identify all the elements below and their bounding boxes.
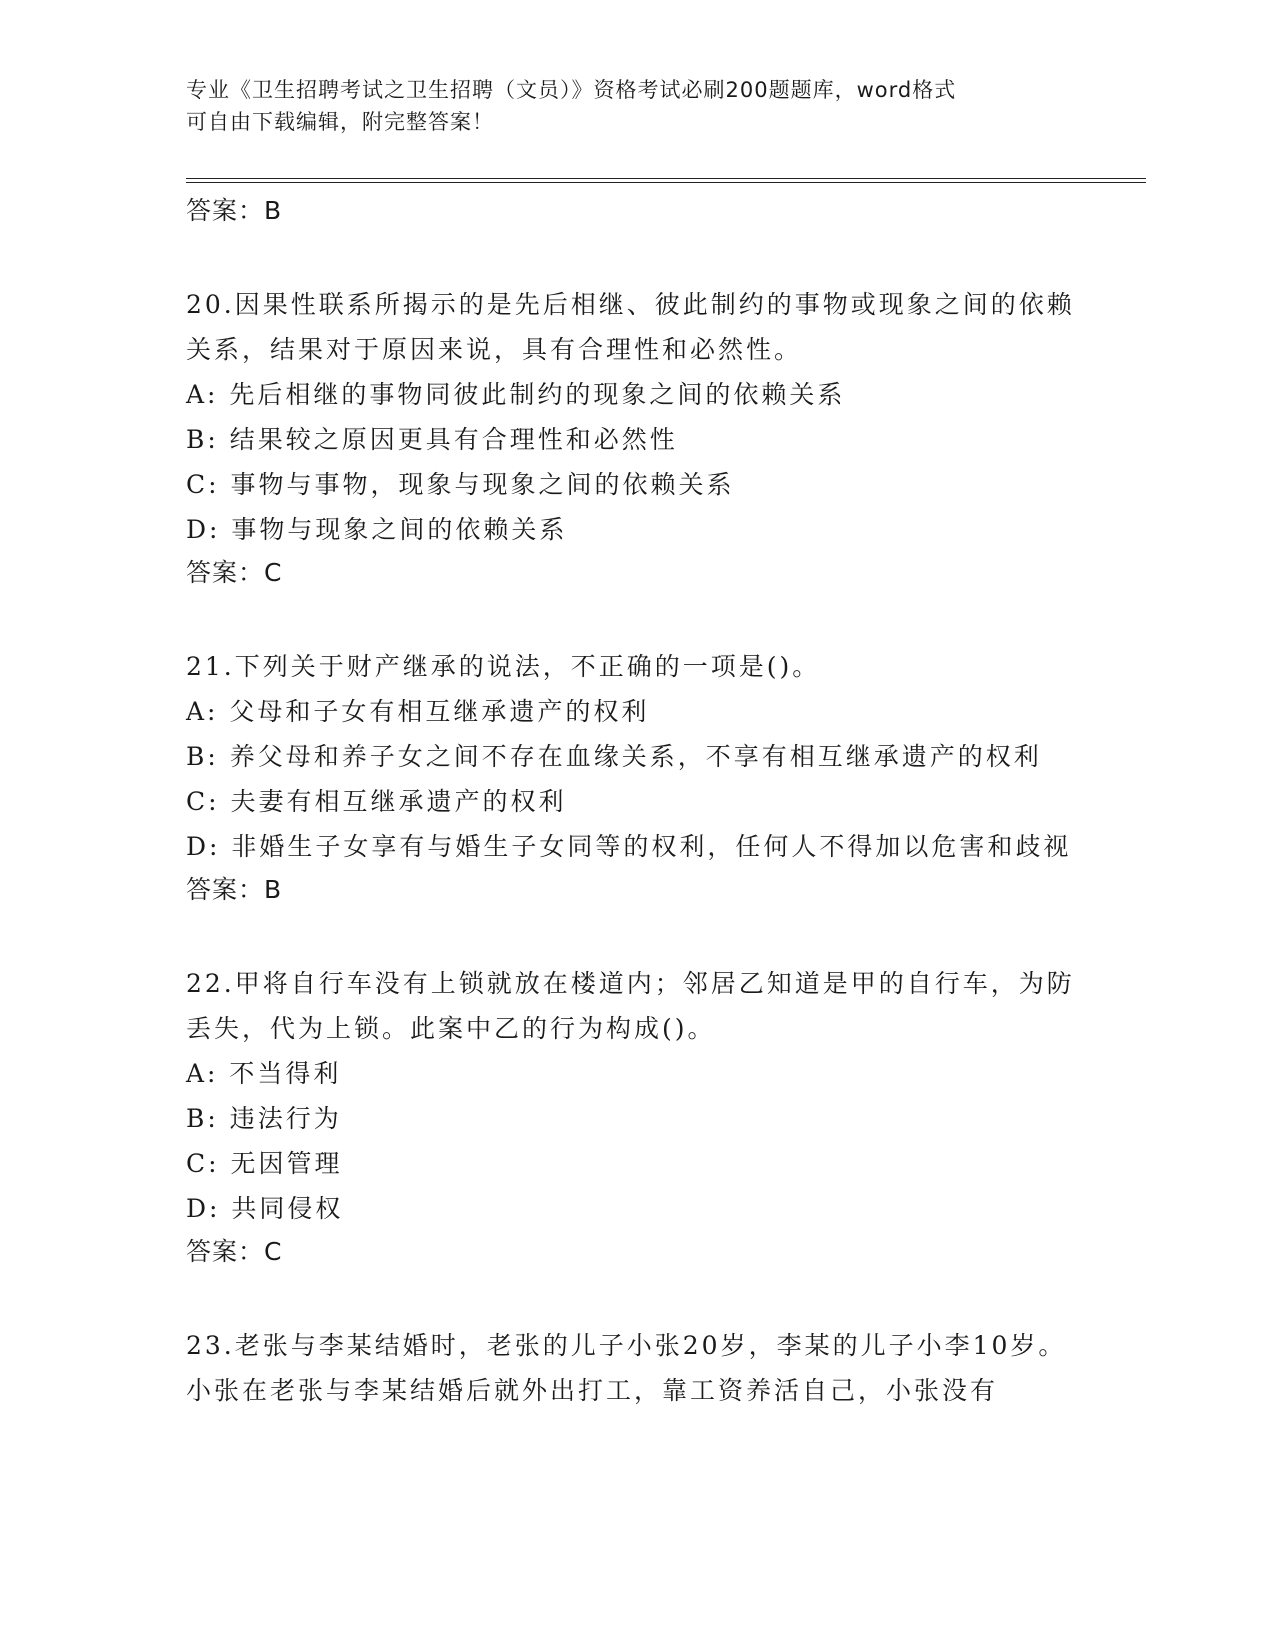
question-text: 20.因果性联系所揭示的是先后相继、彼此制约的事物或现象之间的依赖关系，结果对于原因来说，具有合理性和必然性。 — [186, 290, 1075, 364]
option-a: A: 不当得利 — [186, 1059, 342, 1088]
option-c: C: 无因管理 — [186, 1149, 343, 1178]
option-c: C: 夫妻有相互继承遗产的权利 — [186, 787, 567, 816]
question-text: 21.下列关于财产继承的说法，不正确的一项是()。 — [186, 652, 821, 681]
option-d: D: 共同侵权 — [186, 1194, 344, 1223]
option-b: B: 养父母和养子女之间不存在血缘关系，不享有相互继承遗产的权利 — [186, 742, 1042, 771]
answer-line: 答案：B — [186, 875, 283, 904]
question-list — [186, 190, 1086, 1413]
question-block-22 — [186, 961, 1086, 1273]
option-d: D: 非婚生子女享有与婚生子女同等的权利，任何人不得加以危害和歧视 — [186, 832, 1072, 861]
answer-line: 答案：C — [186, 1237, 283, 1266]
header-title-line-2: 可自由下载编辑，附完整答案！ — [186, 110, 494, 134]
option-b: B: 违法行为 — [186, 1104, 342, 1133]
question-block-20 — [186, 282, 1086, 594]
header-divider-top — [186, 178, 1146, 179]
header-title-line-1: 专业《卫生招聘考试之卫生招聘（文员）》资格考试必刷200题题库，word格式 — [186, 78, 957, 102]
header-divider-bottom — [186, 182, 1146, 183]
document-header — [186, 74, 1066, 138]
question-block-23 — [186, 1323, 1086, 1413]
question-block-21 — [186, 644, 1086, 911]
answer-line: 答案：C — [186, 558, 283, 587]
question-text: 23.老张与李某结婚时，老张的儿子小张20岁，李某的儿子小李10岁。小张在老张与李某结婚后就外出打工，靠工资养活自己，小张没有 — [186, 1331, 1067, 1405]
option-d: D: 事物与现象之间的依赖关系 — [186, 515, 568, 544]
question-text: 22.甲将自行车没有上锁就放在楼道内；邻居乙知道是甲的自行车，为防丢失，代为上锁。此案中乙的行为构成()。 — [186, 969, 1075, 1043]
option-a: A: 先后相继的事物同彼此制约的现象之间的依赖关系 — [186, 380, 846, 409]
option-b: B: 结果较之原因更具有合理性和必然性 — [186, 425, 678, 454]
option-c: C: 事物与事物，现象与现象之间的依赖关系 — [186, 470, 735, 499]
answer-line: 答案：B — [186, 196, 283, 225]
option-a: A: 父母和子女有相互继承遗产的权利 — [186, 697, 650, 726]
